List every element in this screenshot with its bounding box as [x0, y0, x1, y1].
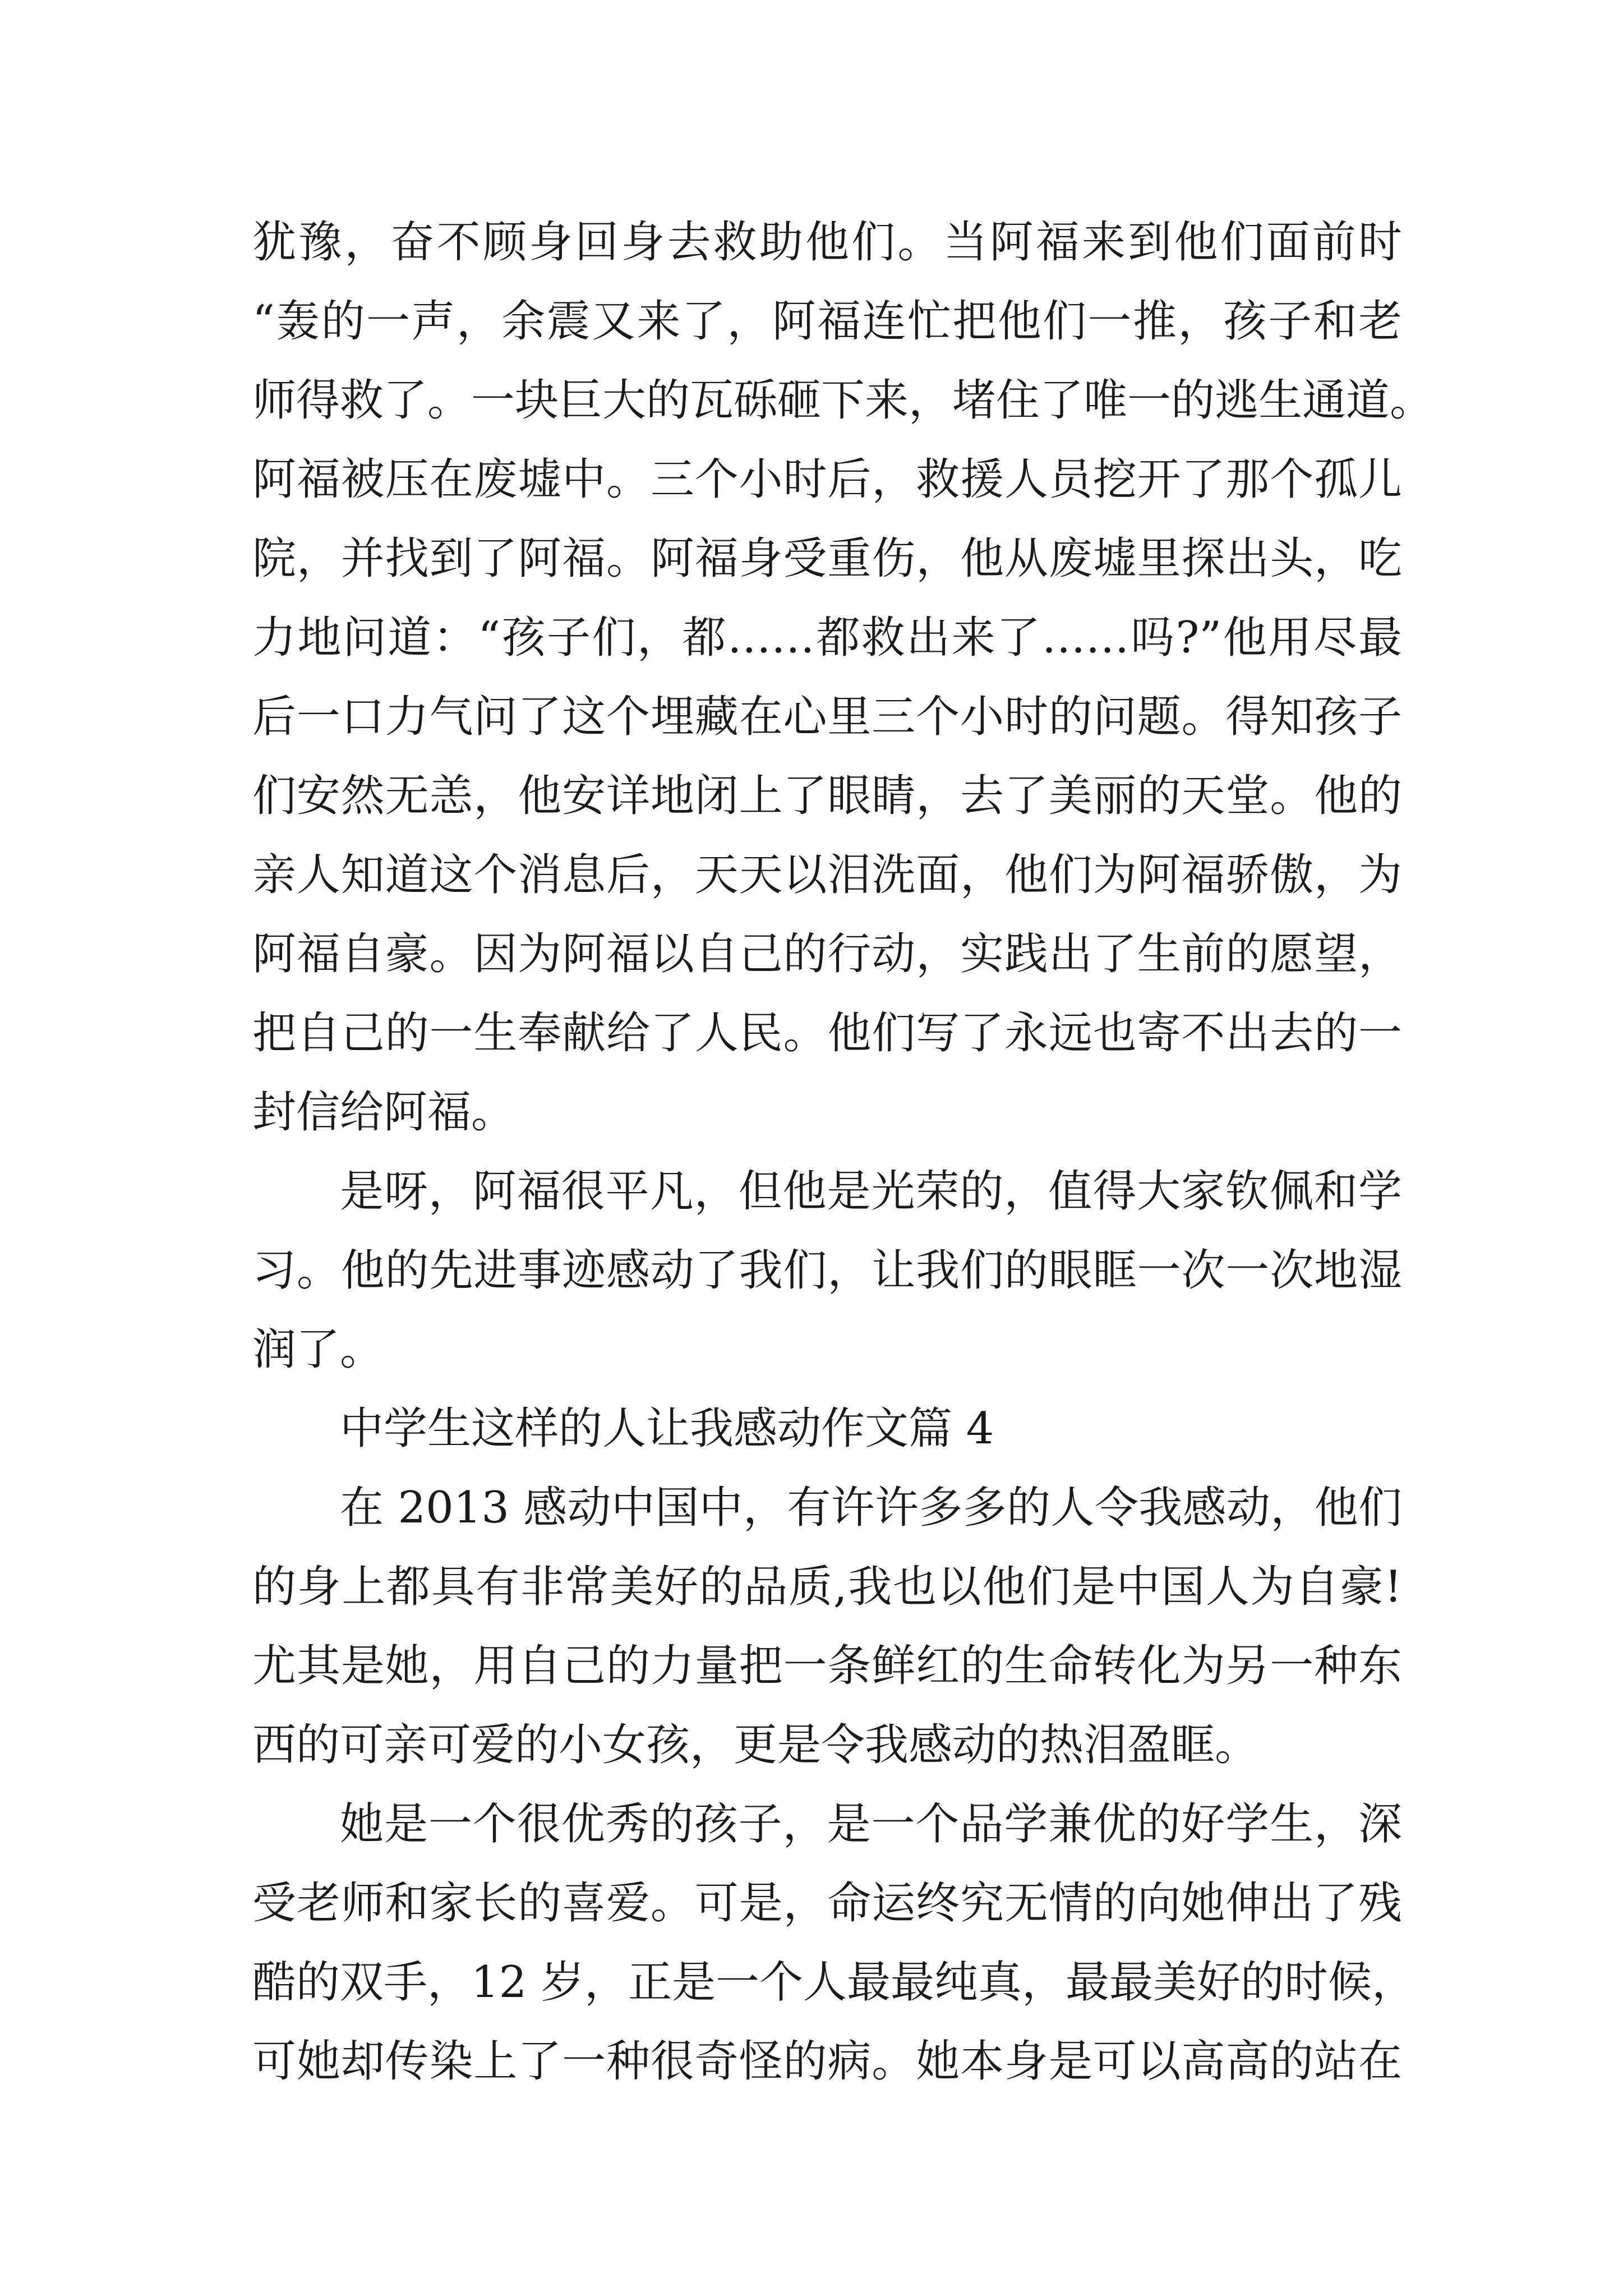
- text-line: “轰的一声，余震又来了，阿福连忙把他们一推，孩子和老: [252, 296, 1402, 347]
- text-line: 师得救了。一块巨大的瓦砾砸下来，堵住了唯一的逃生通道。: [252, 375, 1434, 426]
- text-line: 院，并找到了阿福。阿福身受重伤，他从废墟里探出头，吃: [252, 533, 1402, 584]
- text-line: 是呀，阿福很平凡，但他是光荣的，值得大家钦佩和学: [340, 1166, 1402, 1217]
- text-line: 尤其是她，用自己的力量把一条鲜红的生命转化为另一种东: [252, 1641, 1402, 1691]
- text-line: 犹豫，奋不顾身回身去救助他们。当阿福来到他们面前时: [252, 217, 1402, 268]
- text-line: 力地问道：“孩子们，都……都救出来了……吗?”他用尽最: [252, 613, 1402, 663]
- text-line: 们安然无恙，他安详地闭上了眼睛，去了美丽的天堂。他的: [252, 771, 1402, 821]
- text-line: 在 2013 感动中国中，有许许多多的人令我感动，他们: [340, 1483, 1402, 1533]
- section-heading: 中学生这样的人让我感动作文篇 4: [340, 1404, 994, 1454]
- text-line: 酷的双手，12 岁，正是一个人最最纯真，最最美好的时候，: [252, 1957, 1416, 2008]
- text-line: 阿福被压在废墟中。三个小时后，救援人员挖开了那个孤儿: [252, 454, 1402, 505]
- text-line: 封信给阿福。: [252, 1087, 515, 1138]
- text-line: 阿福自豪。因为阿福以自己的行动，实践出了生前的愿望，: [252, 929, 1402, 979]
- text-line: 习。他的先进事迹感动了我们，让我们的眼眶一次一次地湿: [252, 1245, 1402, 1296]
- text-line: 西的可亲可爱的小女孩，更是令我感动的热泪盈眶。: [252, 1720, 1259, 1770]
- text-line: 受老师和家长的喜爱。可是，命运终究无情的向她伸出了残: [252, 1878, 1402, 1929]
- text-line: 把自己的一生奉献给了人民。他们写了永远也寄不出去的一: [252, 1008, 1402, 1059]
- text-line: 的身上都具有非常美好的品质,我也以他们是中国人为自豪!: [252, 1562, 1402, 1612]
- text-line: 她是一个很优秀的孩子，是一个品学兼优的好学生，深: [340, 1799, 1402, 1849]
- text-line: 润了。: [252, 1324, 384, 1375]
- text-line: 可她却传染上了一种很奇怪的病。她本身是可以高高的站在: [252, 2036, 1402, 2087]
- text-line: 后一口力气问了这个埋藏在心里三个小时的问题。得知孩子: [252, 692, 1402, 742]
- text-line: 亲人知道这个消息后，天天以泪洗面，他们为阿福骄傲，为: [252, 850, 1402, 900]
